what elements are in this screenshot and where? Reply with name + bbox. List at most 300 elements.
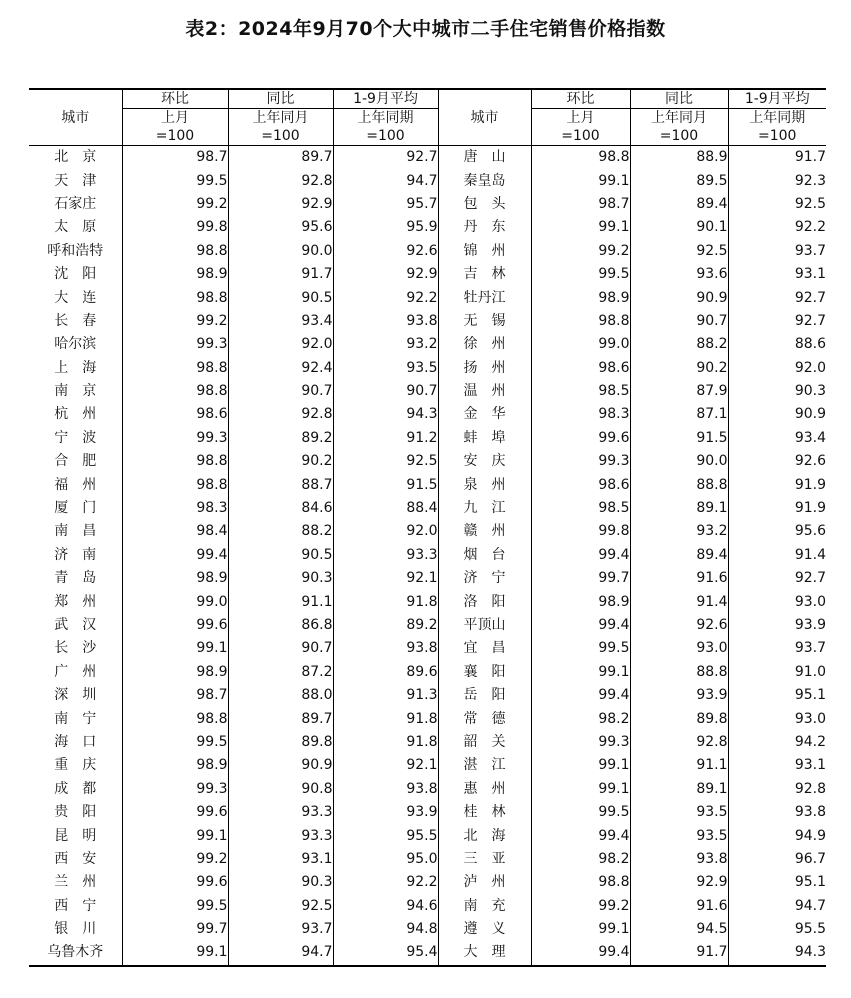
avg-value-right: 93.7 [728, 240, 826, 263]
page-title: 表2：2024年9月70个大中城市二手住宅销售价格指数 [185, 18, 666, 40]
city-name-left: 大 连 [54, 289, 97, 306]
city-name-left: 西 安 [54, 850, 97, 867]
yoy-value-left: 93.4 [228, 310, 333, 333]
yoy-value-right: 88.8 [630, 661, 728, 684]
city-name-left: 北 京 [54, 149, 97, 166]
table-row [29, 941, 826, 965]
city-name-left: 广 州 [54, 663, 97, 680]
table-row [29, 357, 826, 380]
table-row [29, 193, 826, 216]
city-name-left: 兰 州 [54, 874, 97, 891]
mom-value-right: 98.6 [531, 473, 630, 496]
mom-value-right: 98.5 [531, 380, 630, 403]
avg-value-right: 90.3 [728, 380, 826, 403]
header-mom-sub1-right: 上月 [531, 109, 630, 128]
mom-value-right: 99.3 [531, 731, 630, 754]
mom-value-left: 99.3 [122, 778, 228, 801]
mom-value-left: 98.7 [122, 684, 228, 707]
header-mom-right: 环比 [531, 89, 630, 109]
yoy-value-right: 91.6 [630, 567, 728, 590]
header-yoy-right: 同比 [630, 89, 728, 109]
yoy-value-left: 93.1 [228, 848, 333, 871]
avg-value-left: 94.6 [333, 895, 438, 918]
table-row [29, 427, 826, 450]
city-name-right: 温 州 [438, 380, 531, 403]
city-name-left: 哈尔滨 [54, 336, 97, 353]
avg-value-right: 93.0 [728, 707, 826, 730]
city-name-left: 长 沙 [54, 640, 97, 657]
avg-value-left: 93.3 [333, 544, 438, 567]
city-name-left: 武 汉 [54, 617, 97, 633]
mom-value-left: 99.6 [122, 801, 228, 824]
avg-value-right: 95.5 [728, 918, 826, 941]
table-row [29, 918, 826, 941]
table-row [29, 801, 826, 824]
avg-value-right: 92.2 [728, 216, 826, 239]
avg-value-right: 91.0 [728, 661, 826, 684]
avg-value-left: 93.8 [333, 637, 438, 660]
mom-value-left: 99.2 [122, 310, 228, 333]
yoy-value-left: 90.9 [228, 754, 333, 777]
yoy-value-left: 89.2 [228, 427, 333, 450]
mom-value-right: 99.1 [531, 661, 630, 684]
city-name-right: 北 海 [438, 824, 531, 847]
city-name-left: 长 春 [54, 312, 97, 329]
yoy-value-left: 90.3 [228, 567, 333, 590]
city-name-right: 唐 山 [438, 146, 531, 170]
yoy-value-left: 93.3 [228, 824, 333, 847]
mom-value-left: 99.8 [122, 216, 228, 239]
yoy-value-right: 89.1 [630, 497, 728, 520]
mom-value-left: 98.8 [122, 380, 228, 403]
city-name-right: 大 理 [438, 941, 531, 965]
mom-value-right: 98.3 [531, 403, 630, 426]
table-row [29, 731, 826, 754]
mom-value-right: 99.5 [531, 637, 630, 660]
avg-value-right: 95.1 [728, 871, 826, 894]
mom-value-left: 98.8 [122, 240, 228, 263]
header-avg-sub2-right: =100 [728, 127, 826, 146]
header-avg-sub1-left: 上年同期 [333, 109, 438, 128]
avg-value-right: 91.4 [728, 544, 826, 567]
city-name-right: 徐 州 [438, 333, 531, 356]
avg-value-right: 92.0 [728, 357, 826, 380]
yoy-value-left: 88.7 [228, 473, 333, 496]
mom-value-right: 98.6 [531, 357, 630, 380]
header-avg-right: 1-9月平均 [728, 89, 826, 109]
header-yoy-sub2-left: =100 [228, 127, 333, 146]
city-name-right: 济 宁 [438, 567, 531, 590]
table-row [29, 216, 826, 239]
mom-value-right: 99.4 [531, 544, 630, 567]
avg-value-right: 92.5 [728, 193, 826, 216]
mom-value-right: 99.7 [531, 567, 630, 590]
mom-value-right: 99.5 [531, 263, 630, 286]
table-header [29, 89, 826, 146]
yoy-value-left: 91.7 [228, 263, 333, 286]
mom-value-right: 99.4 [531, 941, 630, 965]
avg-value-left: 91.8 [333, 731, 438, 754]
mom-value-left: 99.3 [122, 333, 228, 356]
avg-value-right: 95.1 [728, 684, 826, 707]
yoy-value-left: 89.7 [228, 707, 333, 730]
city-name-right: 韶 关 [438, 731, 531, 754]
city-name-right: 牡丹江 [438, 286, 531, 309]
avg-value-right: 92.7 [728, 567, 826, 590]
mom-value-right: 98.7 [531, 193, 630, 216]
avg-value-right: 91.9 [728, 497, 826, 520]
city-name-right: 九 江 [438, 497, 531, 520]
city-name-right: 常 德 [438, 707, 531, 730]
mom-value-right: 99.1 [531, 918, 630, 941]
header-mom-sub2-right: =100 [531, 127, 630, 146]
yoy-value-left: 94.7 [228, 941, 333, 965]
yoy-value-right: 93.5 [630, 824, 728, 847]
table-row [29, 567, 826, 590]
city-name-right: 包 头 [438, 193, 531, 216]
city-name-left: 昆 明 [54, 827, 97, 844]
city-name-right: 无 锡 [438, 310, 531, 333]
mom-value-right: 98.9 [531, 286, 630, 309]
city-name-right: 襄 阳 [438, 661, 531, 684]
mom-value-right: 99.8 [531, 520, 630, 543]
yoy-value-right: 93.5 [630, 801, 728, 824]
yoy-value-right: 90.7 [630, 310, 728, 333]
yoy-value-left: 86.8 [228, 614, 333, 637]
avg-value-right: 88.6 [728, 333, 826, 356]
avg-value-left: 91.2 [333, 427, 438, 450]
avg-value-right: 93.9 [728, 614, 826, 637]
yoy-value-left: 92.5 [228, 895, 333, 918]
mom-value-right: 99.5 [531, 801, 630, 824]
price-index-table [29, 88, 826, 967]
yoy-value-right: 90.1 [630, 216, 728, 239]
yoy-value-right: 92.8 [630, 731, 728, 754]
yoy-value-right: 90.0 [630, 450, 728, 473]
avg-value-left: 94.8 [333, 918, 438, 941]
city-name-right: 桂 林 [438, 801, 531, 824]
mom-value-left: 99.5 [122, 169, 228, 192]
avg-value-right: 93.1 [728, 263, 826, 286]
table-row [29, 497, 826, 520]
avg-value-right: 92.7 [728, 310, 826, 333]
header-mom-sub1-left: 上月 [122, 109, 228, 128]
avg-value-left: 95.5 [333, 824, 438, 847]
yoy-value-left: 90.7 [228, 637, 333, 660]
avg-value-right: 92.3 [728, 169, 826, 192]
mom-value-left: 99.0 [122, 590, 228, 613]
avg-value-right: 93.7 [728, 637, 826, 660]
city-name-right: 秦皇岛 [438, 169, 531, 192]
city-name-left: 南 宁 [54, 710, 97, 727]
yoy-value-left: 87.2 [228, 661, 333, 684]
yoy-value-left: 92.8 [228, 169, 333, 192]
yoy-value-left: 95.6 [228, 216, 333, 239]
city-name-right: 湛 江 [438, 754, 531, 777]
table-row [29, 263, 826, 286]
header-mom-left: 环比 [122, 89, 228, 109]
mom-value-right: 99.1 [531, 778, 630, 801]
header-yoy-sub1-right: 上年同月 [630, 109, 728, 128]
mom-value-left: 99.1 [122, 824, 228, 847]
mom-value-left: 99.3 [122, 427, 228, 450]
yoy-value-left: 88.0 [228, 684, 333, 707]
yoy-value-right: 93.9 [630, 684, 728, 707]
table-row [29, 333, 826, 356]
avg-value-left: 93.9 [333, 801, 438, 824]
city-name-left: 青 岛 [54, 570, 97, 587]
header-city-right: 城市 [438, 89, 531, 146]
city-name-left: 乌鲁木齐 [29, 941, 122, 965]
avg-value-left: 92.6 [333, 240, 438, 263]
header-avg-left: 1-9月平均 [333, 89, 438, 109]
table-row [29, 614, 826, 637]
yoy-value-right: 93.2 [630, 520, 728, 543]
avg-value-left: 88.4 [333, 497, 438, 520]
avg-value-right: 91.7 [728, 146, 826, 170]
header-mom-sub2-left: =100 [122, 127, 228, 146]
city-name-left: 成 都 [54, 780, 97, 797]
mom-value-right: 99.4 [531, 684, 630, 707]
mom-value-left: 98.8 [122, 707, 228, 730]
avg-value-left: 93.8 [333, 778, 438, 801]
table-row [29, 146, 826, 170]
avg-value-left: 93.8 [333, 310, 438, 333]
avg-value-right: 93.0 [728, 590, 826, 613]
city-name-left: 上 海 [54, 359, 97, 376]
avg-value-left: 91.5 [333, 473, 438, 496]
mom-value-right: 98.8 [531, 146, 630, 170]
city-name-left: 沈 阳 [54, 266, 97, 283]
city-name-left: 银 川 [54, 921, 97, 938]
yoy-value-right: 92.9 [630, 871, 728, 894]
mom-value-right: 99.6 [531, 427, 630, 450]
city-name-left: 南 京 [54, 383, 97, 400]
mom-value-left: 99.7 [122, 918, 228, 941]
yoy-value-right: 89.5 [630, 169, 728, 192]
header-city-left: 城市 [29, 89, 122, 146]
mom-value-right: 99.4 [531, 824, 630, 847]
yoy-value-left: 93.3 [228, 801, 333, 824]
city-name-right: 蚌 埠 [438, 427, 531, 450]
mom-value-left: 99.1 [122, 637, 228, 660]
header-avg-sub1-right: 上年同期 [728, 109, 826, 128]
city-name-right: 岳 阳 [438, 684, 531, 707]
mom-value-right: 98.2 [531, 848, 630, 871]
mom-value-right: 99.1 [531, 754, 630, 777]
city-name-left: 贵 阳 [54, 804, 97, 821]
city-name-right: 泸 州 [438, 871, 531, 894]
mom-value-left: 99.5 [122, 731, 228, 754]
city-name-right: 扬 州 [438, 357, 531, 380]
table-row [29, 637, 826, 660]
city-name-right: 赣 州 [438, 520, 531, 543]
yoy-value-left: 89.7 [228, 146, 333, 170]
avg-value-left: 90.7 [333, 380, 438, 403]
city-name-right: 锦 州 [438, 240, 531, 263]
table-row [29, 661, 826, 684]
yoy-value-right: 91.6 [630, 895, 728, 918]
mom-value-left: 99.6 [122, 871, 228, 894]
yoy-value-right: 93.6 [630, 263, 728, 286]
mom-value-left: 99.6 [122, 614, 228, 637]
table-row [29, 450, 826, 473]
city-name-left: 海 口 [54, 733, 97, 750]
table-row [29, 848, 826, 871]
mom-value-right: 99.3 [531, 450, 630, 473]
yoy-value-left: 90.5 [228, 286, 333, 309]
yoy-value-right: 90.2 [630, 357, 728, 380]
yoy-value-right: 89.8 [630, 707, 728, 730]
mom-value-left: 98.8 [122, 473, 228, 496]
mom-value-left: 98.9 [122, 661, 228, 684]
avg-value-left: 92.5 [333, 450, 438, 473]
avg-value-right: 95.6 [728, 520, 826, 543]
avg-value-left: 89.2 [333, 614, 438, 637]
yoy-value-right: 87.9 [630, 380, 728, 403]
avg-value-right: 92.6 [728, 450, 826, 473]
yoy-value-right: 87.1 [630, 403, 728, 426]
yoy-value-right: 91.4 [630, 590, 728, 613]
avg-value-left: 94.7 [333, 169, 438, 192]
avg-value-left: 92.7 [333, 146, 438, 170]
avg-value-left: 92.1 [333, 567, 438, 590]
city-name-left: 呼和浩特 [47, 242, 104, 259]
city-name-right: 南 充 [438, 895, 531, 918]
city-name-left: 合 肥 [54, 453, 97, 470]
avg-value-right: 91.9 [728, 473, 826, 496]
avg-value-left: 92.2 [333, 286, 438, 309]
mom-value-left: 98.8 [122, 286, 228, 309]
avg-value-right: 94.7 [728, 895, 826, 918]
city-name-left: 南 昌 [54, 523, 97, 540]
avg-value-right: 90.9 [728, 403, 826, 426]
table-row [29, 169, 826, 192]
avg-value-right: 94.2 [728, 731, 826, 754]
yoy-value-left: 90.7 [228, 380, 333, 403]
avg-value-right: 92.7 [728, 286, 826, 309]
avg-value-left: 92.0 [333, 520, 438, 543]
mom-value-right: 98.8 [531, 871, 630, 894]
city-name-right: 泉 州 [438, 473, 531, 496]
mom-value-right: 99.1 [531, 216, 630, 239]
yoy-value-right: 91.7 [630, 941, 728, 965]
header-yoy-left: 同比 [228, 89, 333, 109]
city-name-left: 厦 门 [54, 500, 97, 517]
avg-value-right: 94.3 [728, 941, 826, 965]
yoy-value-left: 91.1 [228, 590, 333, 613]
header-yoy-sub2-right: =100 [630, 127, 728, 146]
avg-value-left: 92.1 [333, 754, 438, 777]
table-row [29, 871, 826, 894]
city-name-left: 宁 波 [54, 429, 97, 446]
mom-value-left: 98.6 [122, 403, 228, 426]
table-row [29, 380, 826, 403]
avg-value-right: 92.8 [728, 778, 826, 801]
avg-value-left: 91.8 [333, 707, 438, 730]
mom-value-right: 99.0 [531, 333, 630, 356]
city-name-right: 烟 台 [438, 544, 531, 567]
mom-value-left: 98.9 [122, 567, 228, 590]
avg-value-left: 93.5 [333, 357, 438, 380]
mom-value-left: 98.9 [122, 754, 228, 777]
mom-value-left: 98.4 [122, 520, 228, 543]
avg-value-right: 93.4 [728, 427, 826, 450]
table-row [29, 473, 826, 496]
avg-value-left: 89.6 [333, 661, 438, 684]
mom-value-right: 98.8 [531, 310, 630, 333]
city-name-right: 惠 州 [438, 778, 531, 801]
yoy-value-right: 88.9 [630, 146, 728, 170]
avg-value-left: 94.3 [333, 403, 438, 426]
avg-value-left: 95.0 [333, 848, 438, 871]
yoy-value-left: 88.2 [228, 520, 333, 543]
avg-value-left: 95.9 [333, 216, 438, 239]
mom-value-right: 99.4 [531, 614, 630, 637]
table-row [29, 895, 826, 918]
yoy-value-left: 93.7 [228, 918, 333, 941]
yoy-value-right: 91.1 [630, 754, 728, 777]
table-row [29, 240, 826, 263]
mom-value-left: 98.7 [122, 146, 228, 170]
yoy-value-left: 90.0 [228, 240, 333, 263]
mom-value-left: 99.2 [122, 848, 228, 871]
yoy-value-right: 94.5 [630, 918, 728, 941]
city-name-left: 太 原 [54, 219, 97, 236]
table-row [29, 310, 826, 333]
mom-value-left: 99.5 [122, 895, 228, 918]
city-name-right: 吉 林 [438, 263, 531, 286]
table-row [29, 590, 826, 613]
avg-value-left: 91.8 [333, 590, 438, 613]
city-name-right: 丹 东 [438, 216, 531, 239]
table-row [29, 286, 826, 309]
avg-value-left: 93.2 [333, 333, 438, 356]
avg-value-right: 96.7 [728, 848, 826, 871]
mom-value-right: 99.2 [531, 895, 630, 918]
mom-value-left: 98.8 [122, 450, 228, 473]
yoy-value-left: 90.2 [228, 450, 333, 473]
table-row [29, 778, 826, 801]
city-name-right: 三 亚 [438, 848, 531, 871]
table-row [29, 684, 826, 707]
header-avg-sub2-left: =100 [333, 127, 438, 146]
mom-value-right: 98.5 [531, 497, 630, 520]
table-row [29, 824, 826, 847]
yoy-value-right: 88.8 [630, 473, 728, 496]
city-name-right: 宜 昌 [438, 637, 531, 660]
yoy-value-left: 89.8 [228, 731, 333, 754]
table-row [29, 403, 826, 426]
avg-value-left: 95.7 [333, 193, 438, 216]
city-name-right: 金 华 [438, 403, 531, 426]
yoy-value-right: 88.2 [630, 333, 728, 356]
city-name-left: 深 圳 [54, 687, 97, 704]
city-name-right: 平顶山 [438, 614, 531, 637]
table-row [29, 754, 826, 777]
yoy-value-right: 92.5 [630, 240, 728, 263]
yoy-value-left: 92.8 [228, 403, 333, 426]
avg-value-left: 92.9 [333, 263, 438, 286]
yoy-value-left: 90.3 [228, 871, 333, 894]
city-name-left: 西 宁 [54, 897, 97, 914]
yoy-value-right: 92.6 [630, 614, 728, 637]
city-name-left: 石家庄 [54, 195, 97, 212]
avg-value-right: 93.1 [728, 754, 826, 777]
yoy-value-left: 92.9 [228, 193, 333, 216]
city-name-left: 济 南 [54, 546, 97, 563]
header-yoy-sub1-left: 上年同月 [228, 109, 333, 128]
